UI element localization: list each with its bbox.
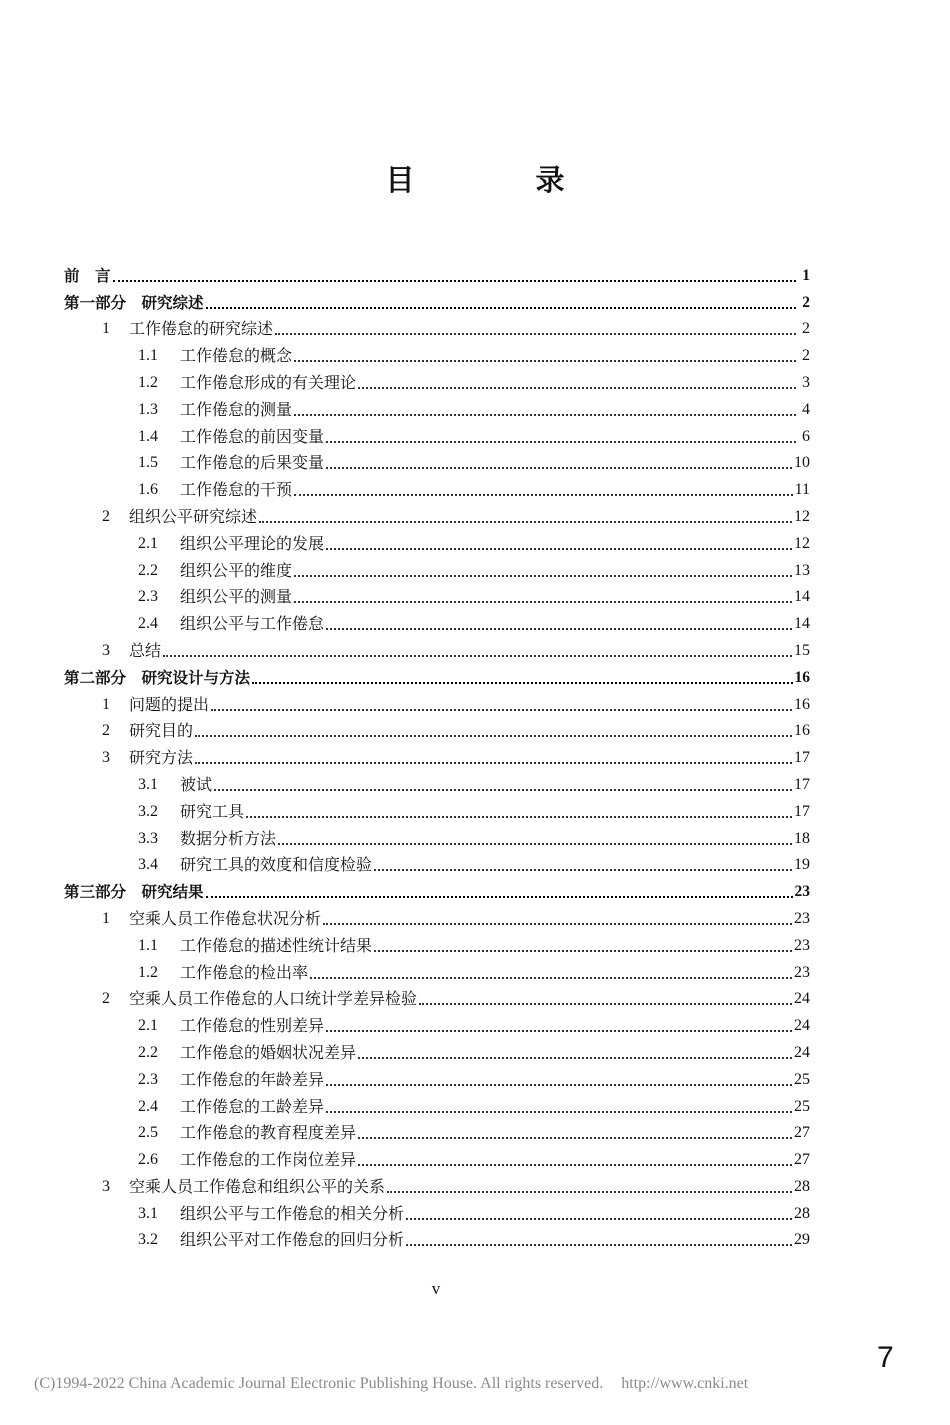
toc-entry-page: 4 bbox=[802, 400, 810, 418]
toc-entry-page: 13 bbox=[794, 561, 810, 579]
toc-entry[interactable] bbox=[64, 661, 810, 688]
toc-entry-page: 2 bbox=[802, 320, 810, 338]
toc-entry-label: 问题的提出 bbox=[129, 694, 210, 714]
toc-entry-label: 研究工具 bbox=[180, 801, 245, 821]
toc-entry-page: 3 bbox=[802, 373, 810, 391]
toc-entry-label: 工作倦怠的婚姻状况差异 bbox=[180, 1042, 357, 1062]
copyright-text: (C)1994-2022 China Academic Journal Electronic Publishing House. All rights reserved. bbox=[34, 1375, 604, 1392]
toc-entry-label: 第三部分 研究结果 bbox=[64, 883, 204, 902]
toc-entry[interactable] bbox=[64, 1224, 810, 1251]
toc-entry[interactable] bbox=[64, 715, 810, 742]
toc-entry[interactable] bbox=[64, 956, 810, 983]
table-of-contents bbox=[64, 259, 810, 1250]
toc-entry-page: 27 bbox=[794, 1124, 810, 1142]
toc-entry[interactable] bbox=[64, 875, 810, 902]
toc-entry-page: 16 bbox=[794, 722, 810, 740]
toc-entry-number: 3.3 bbox=[138, 829, 158, 847]
toc-entry-page: 23 bbox=[794, 909, 810, 927]
dot-leader bbox=[206, 307, 796, 309]
toc-entry-label: 组织公平的维度 bbox=[180, 560, 293, 580]
toc-entry[interactable] bbox=[64, 339, 810, 366]
dot-leader bbox=[326, 628, 792, 630]
toc-entry-number: 3.2 bbox=[138, 802, 158, 820]
toc-entry-page: 17 bbox=[794, 749, 810, 767]
toc-entry-page: 28 bbox=[794, 1204, 810, 1222]
toc-entry-number: 2.4 bbox=[138, 1097, 158, 1115]
toc-entry-number: 3 bbox=[102, 1177, 110, 1195]
toc-entry-number: 2.2 bbox=[138, 1043, 158, 1061]
dot-leader bbox=[259, 521, 792, 523]
toc-entry-number: 1.5 bbox=[138, 454, 158, 472]
toc-entry[interactable] bbox=[64, 1197, 810, 1224]
toc-entry[interactable] bbox=[64, 420, 810, 447]
toc-entry-number: 2.5 bbox=[138, 1124, 158, 1142]
dot-leader bbox=[294, 414, 796, 416]
dot-leader bbox=[326, 548, 792, 550]
dot-leader bbox=[387, 1191, 792, 1193]
toc-entry-page: 18 bbox=[794, 829, 810, 847]
toc-entry[interactable] bbox=[64, 822, 810, 849]
dot-leader bbox=[195, 762, 792, 764]
toc-entry-number: 2 bbox=[102, 990, 110, 1008]
toc-entry[interactable] bbox=[64, 500, 810, 527]
toc-entry-number: 2.1 bbox=[138, 534, 158, 552]
dot-leader bbox=[214, 789, 792, 791]
toc-entry-label: 工作倦怠的性别差异 bbox=[180, 1016, 325, 1036]
toc-entry-number: 2.6 bbox=[138, 1151, 158, 1169]
toc-entry-label: 工作倦怠的后果变量 bbox=[180, 453, 325, 473]
toc-entry-label: 研究方法 bbox=[129, 748, 194, 768]
toc-entry-number: 3.1 bbox=[138, 1204, 158, 1222]
dot-leader bbox=[406, 1244, 792, 1246]
toc-entry-label: 工作倦怠的测量 bbox=[180, 399, 293, 419]
toc-entry-label: 空乘人员工作倦怠的人口统计学差异检验 bbox=[129, 989, 418, 1009]
toc-entry-page: 10 bbox=[794, 454, 810, 472]
toc-entry-label: 组织公平的测量 bbox=[180, 587, 293, 607]
toc-entry-page: 24 bbox=[794, 1017, 810, 1035]
dot-leader bbox=[246, 816, 792, 818]
toc-entry-page: 23 bbox=[794, 936, 810, 954]
toc-entry-number: 1.1 bbox=[138, 347, 158, 365]
toc-entry-label: 总结 bbox=[129, 640, 162, 660]
toc-entry-label: 工作倦怠的工龄差异 bbox=[180, 1096, 325, 1116]
toc-entry-page: 6 bbox=[802, 427, 810, 445]
toc-entry[interactable] bbox=[64, 634, 810, 661]
toc-entry-page: 25 bbox=[794, 1070, 810, 1088]
toc-entry-label: 数据分析方法 bbox=[180, 828, 277, 848]
toc-entry[interactable] bbox=[64, 849, 810, 876]
toc-entry[interactable] bbox=[64, 983, 810, 1010]
toc-entry[interactable] bbox=[64, 795, 810, 822]
dot-leader bbox=[358, 1137, 792, 1139]
toc-entry[interactable] bbox=[64, 1063, 810, 1090]
toc-entry-label: 工作倦怠的前因变量 bbox=[180, 426, 325, 446]
toc-entry-page: 29 bbox=[794, 1231, 810, 1249]
toc-entry-label: 工作倦怠的描述性统计结果 bbox=[180, 935, 373, 955]
toc-entry[interactable] bbox=[64, 366, 810, 393]
dot-leader bbox=[326, 1111, 792, 1113]
toc-entry-number: 2.3 bbox=[138, 1070, 158, 1088]
toc-entry-number: 3.2 bbox=[138, 1231, 158, 1249]
toc-entry-page: 1 bbox=[802, 266, 810, 284]
toc-entry-number: 1.2 bbox=[138, 963, 158, 981]
toc-entry[interactable] bbox=[64, 259, 810, 286]
toc-entry[interactable] bbox=[64, 313, 810, 340]
toc-entry-page: 15 bbox=[794, 641, 810, 659]
toc-entry-page: 14 bbox=[794, 615, 810, 633]
toc-entry-number: 1 bbox=[102, 320, 110, 338]
dot-leader bbox=[275, 333, 796, 335]
dot-leader bbox=[326, 1030, 792, 1032]
toc-entry-page: 28 bbox=[794, 1177, 810, 1195]
toc-entry-label: 第二部分 研究设计与方法 bbox=[64, 668, 251, 687]
toc-entry-number: 2 bbox=[102, 722, 110, 740]
toc-entry[interactable] bbox=[64, 1143, 810, 1170]
toc-entry-label: 前 言 bbox=[64, 266, 111, 285]
toc-entry-label: 组织公平理论的发展 bbox=[180, 533, 325, 553]
toc-entry-page: 17 bbox=[794, 802, 810, 820]
toc-entry[interactable] bbox=[64, 1036, 810, 1063]
toc-entry-label: 组织公平对工作倦怠的回归分析 bbox=[180, 1230, 405, 1250]
toc-entry-number: 1 bbox=[102, 695, 110, 713]
dot-leader bbox=[374, 869, 792, 871]
toc-entry-page: 24 bbox=[794, 990, 810, 1008]
toc-entry[interactable] bbox=[64, 741, 810, 768]
toc-entry-number: 2.3 bbox=[138, 588, 158, 606]
dot-leader bbox=[211, 709, 792, 711]
toc-entry[interactable] bbox=[64, 473, 810, 500]
toc-entry-page: 23 bbox=[794, 883, 810, 901]
toc-entry-page: 19 bbox=[794, 856, 810, 874]
dot-leader bbox=[326, 1084, 792, 1086]
toc-entry-label: 被试 bbox=[180, 774, 213, 794]
toc-entry-label: 工作倦怠的教育程度差异 bbox=[180, 1123, 357, 1143]
toc-entry[interactable] bbox=[64, 447, 810, 474]
dot-leader bbox=[374, 950, 792, 952]
toc-entry[interactable] bbox=[64, 581, 810, 608]
dot-leader bbox=[278, 843, 792, 845]
toc-entry[interactable] bbox=[64, 393, 810, 420]
dot-leader bbox=[113, 280, 796, 282]
toc-entry-page: 2 bbox=[802, 293, 810, 311]
toc-entry[interactable] bbox=[64, 688, 810, 715]
toc-entry-number: 2.4 bbox=[138, 615, 158, 633]
toc-entry-number: 3.1 bbox=[138, 775, 158, 793]
toc-entry-label: 组织公平与工作倦怠 bbox=[180, 614, 325, 634]
toc-entry-page: 11 bbox=[794, 481, 810, 499]
toc-entry-number: 2.2 bbox=[138, 561, 158, 579]
toc-entry-page: 12 bbox=[794, 507, 810, 525]
toc-entry-label: 空乘人员工作倦怠状况分析 bbox=[129, 908, 322, 928]
toc-entry[interactable] bbox=[64, 607, 810, 634]
toc-entry-label: 空乘人员工作倦怠和组织公平的关系 bbox=[129, 1176, 386, 1196]
toc-entry-number: 3 bbox=[102, 749, 110, 767]
toc-entry-page: 16 bbox=[794, 668, 810, 686]
toc-entry-number: 1.1 bbox=[138, 936, 158, 954]
toc-entry[interactable] bbox=[64, 554, 810, 581]
toc-entry-page: 24 bbox=[794, 1043, 810, 1061]
dot-leader bbox=[294, 601, 792, 603]
toc-entry-label: 研究目的 bbox=[129, 721, 194, 741]
dot-leader bbox=[252, 682, 792, 684]
dot-leader bbox=[294, 494, 793, 496]
dot-leader bbox=[195, 735, 792, 737]
corner-page-mark: 7 bbox=[877, 1341, 894, 1374]
toc-entry-number: 2 bbox=[102, 507, 110, 525]
toc-entry-page: 12 bbox=[794, 534, 810, 552]
toc-entry-label: 组织公平与工作倦怠的相关分析 bbox=[180, 1203, 405, 1223]
toc-entry-label: 工作倦怠的概念 bbox=[180, 346, 293, 366]
toc-entry-number: 3 bbox=[102, 641, 110, 659]
dot-leader bbox=[406, 1218, 792, 1220]
toc-entry-label: 工作倦怠的工作岗位差异 bbox=[180, 1150, 357, 1170]
toc-entry-number: 1.6 bbox=[138, 481, 158, 499]
toc-entry-page: 14 bbox=[794, 588, 810, 606]
dot-leader bbox=[358, 1057, 792, 1059]
toc-entry-page: 25 bbox=[794, 1097, 810, 1115]
toc-entry-number: 1.2 bbox=[138, 373, 158, 391]
toc-entry-label: 工作倦怠的干预 bbox=[180, 480, 293, 500]
dot-leader bbox=[206, 896, 793, 898]
toc-entry-page: 2 bbox=[802, 347, 810, 365]
dot-leader bbox=[294, 575, 792, 577]
dot-leader bbox=[294, 360, 796, 362]
page-number: v bbox=[431, 1279, 441, 1298]
toc-entry-page: 27 bbox=[794, 1151, 810, 1169]
toc-entry[interactable] bbox=[64, 768, 810, 795]
toc-entry-page: 17 bbox=[794, 775, 810, 793]
toc-entry-label: 工作倦怠的检出率 bbox=[180, 962, 309, 982]
toc-entry[interactable] bbox=[64, 902, 810, 929]
toc-entry-number: 3.4 bbox=[138, 856, 158, 874]
toc-entry-number: 1 bbox=[102, 909, 110, 927]
toc-entry[interactable] bbox=[64, 1090, 810, 1117]
toc-entry[interactable] bbox=[64, 527, 810, 554]
cnki-url: http://www.cnki.net bbox=[621, 1375, 749, 1392]
toc-entry-label: 工作倦怠形成的有关理论 bbox=[180, 372, 357, 392]
page-title: 目 录 bbox=[385, 163, 611, 197]
dot-leader bbox=[419, 1003, 792, 1005]
toc-entry-number: 1.4 bbox=[138, 427, 158, 445]
toc-entry[interactable] bbox=[64, 929, 810, 956]
dot-leader bbox=[310, 977, 792, 979]
dot-leader bbox=[326, 441, 796, 443]
dot-leader bbox=[163, 655, 792, 657]
dot-leader bbox=[358, 387, 796, 389]
toc-entry-label: 工作倦怠的研究综述 bbox=[129, 319, 274, 339]
copyright-footer bbox=[34, 1375, 934, 1393]
toc-entry[interactable] bbox=[64, 1170, 810, 1197]
toc-entry-label: 第一部分 研究综述 bbox=[64, 293, 204, 312]
toc-entry[interactable] bbox=[64, 286, 810, 313]
dot-leader bbox=[326, 467, 792, 469]
toc-entry-number: 2.1 bbox=[138, 1017, 158, 1035]
dot-leader bbox=[323, 923, 792, 925]
toc-entry[interactable] bbox=[64, 1009, 810, 1036]
toc-entry-page: 23 bbox=[794, 963, 810, 981]
toc-entry-label: 工作倦怠的年龄差异 bbox=[180, 1069, 325, 1089]
toc-entry[interactable] bbox=[64, 1117, 810, 1144]
dot-leader bbox=[358, 1164, 792, 1166]
toc-entry-label: 研究工具的效度和信度检验 bbox=[180, 855, 373, 875]
toc-entry-page: 16 bbox=[794, 695, 810, 713]
toc-entry-number: 1.3 bbox=[138, 400, 158, 418]
toc-entry-label: 组织公平研究综述 bbox=[129, 506, 258, 526]
